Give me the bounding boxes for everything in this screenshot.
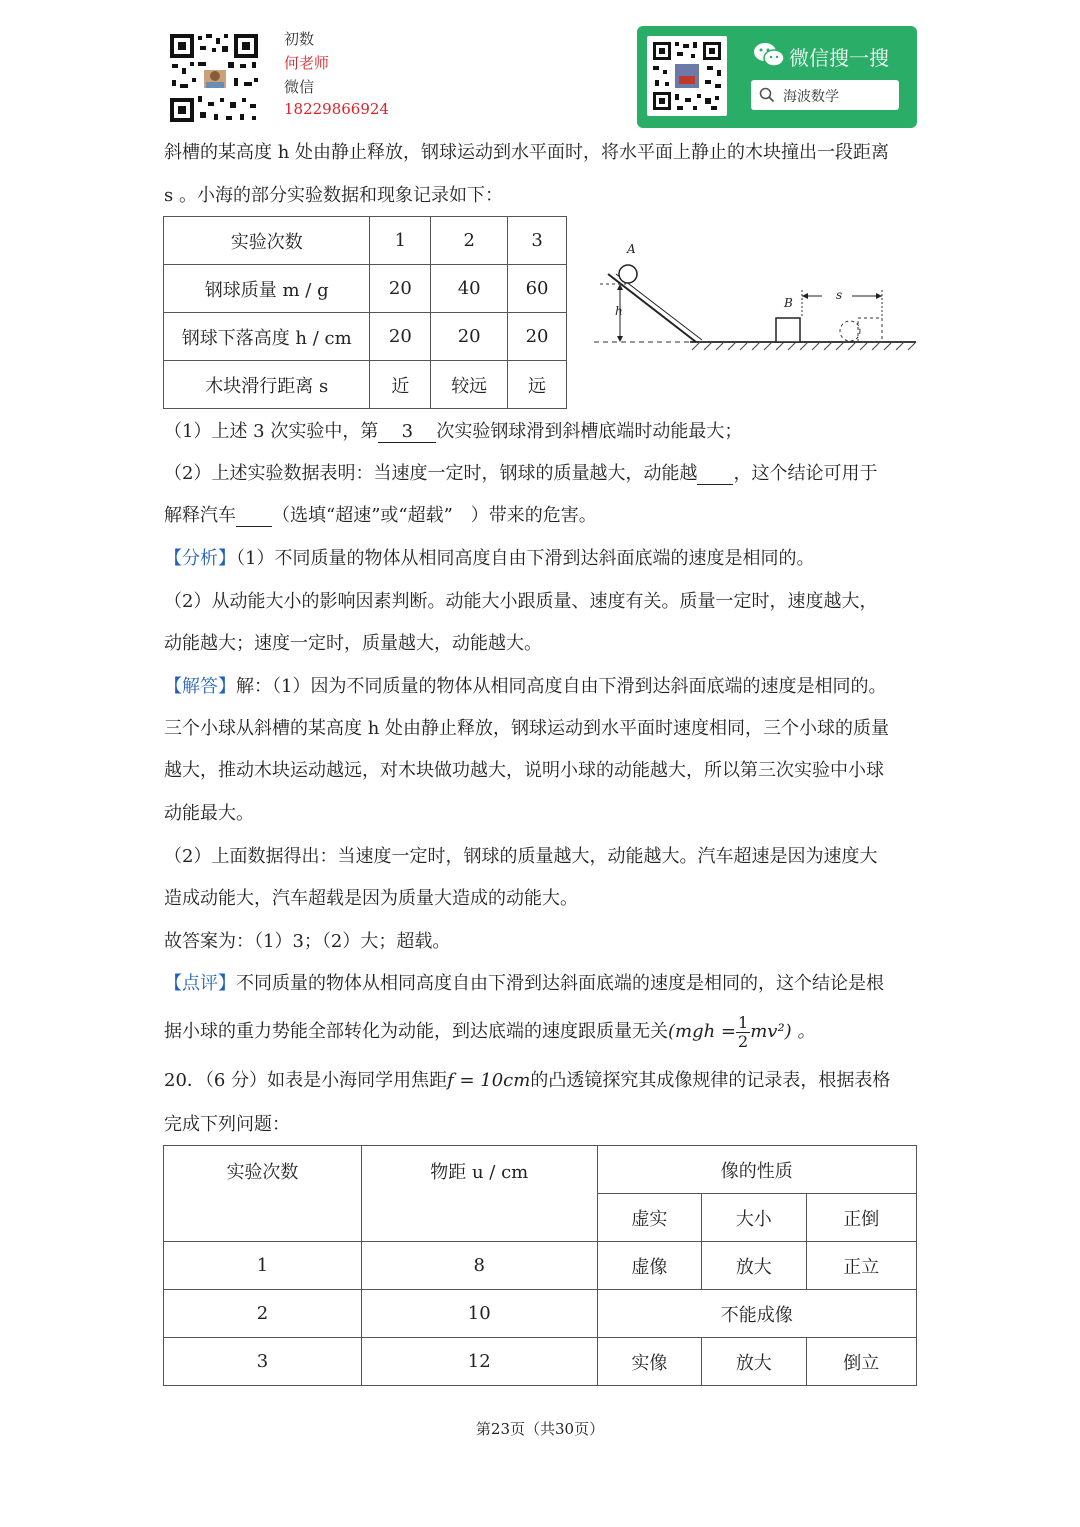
fraction-denominator: 2 [738,1031,749,1051]
q1-pre: （1）上述 3 次实验中，第 [164,421,379,442]
q1-post: 次实验钢球滑到斜槽底端时动能最大； [436,421,743,442]
table-cell: 60 [508,265,567,313]
table-cell: 正立 [806,1242,916,1290]
solution-line-3: 越大，推动木块运动越远，对木块做功越大，说明小球的动能越大，所以第三次实验中小球 [164,760,884,781]
question-2-line-1 [164,462,924,486]
table-cell: 10 [361,1290,597,1338]
label-a: A [627,242,636,256]
wechat-qr-icon [647,36,727,116]
table-cell: 2 [431,217,508,265]
question-2-line-2 [164,504,924,528]
comment-tag: 【点评】 [164,973,236,994]
label-b: B [784,296,793,310]
solution-line-6: 造成动能大，汽车超载是因为质量大造成的动能大。 [164,888,578,909]
table-cell: 2 [164,1290,362,1338]
question-20-line-1 [164,1069,924,1093]
table-cell: 虚像 [597,1242,701,1290]
wechat-search-box[interactable] [751,80,899,110]
table-cell: 木块滑行距离 s [164,361,370,409]
table-cell: 实像 [597,1338,701,1386]
q2-post: ，这个结论可用于 [733,463,878,484]
table-cell: 20 [370,265,431,313]
header-distance: 物距 u / cm [361,1146,597,1242]
table-cell: 40 [431,265,508,313]
analysis-tag: 【分析】 [164,548,236,569]
table-cell: 倒立 [806,1338,916,1386]
q2-line2-pre: 解释汽车 [164,505,236,526]
solution-line-1 [164,675,924,699]
analysis-line-1 [164,547,924,571]
q1-answer-blank: 3 [378,422,436,443]
header-trial: 实验次数 [164,1146,362,1242]
table-cell: 实验次数 [164,217,370,265]
analysis-line-2: （2）从动能大小的影响因素判断。动能大小跟质量、速度有关。质量一定时，速度越大， [164,591,878,612]
solution-text: 解：（1）因为不同质量的物体从相同高度自由下滑到达斜面底端的速度是相同的。 [236,676,887,697]
table-cell: 8 [361,1242,597,1290]
fraction-numerator: 1 [738,1012,749,1032]
formula-right: mv²) 。 [750,1021,816,1042]
header-real-virtual: 虚实 [597,1194,701,1242]
wechat-search-card[interactable] [637,26,917,128]
header-orientation: 正倒 [806,1194,916,1242]
table-cell: 较远 [431,361,508,409]
q20-formula: f = 10cm [447,1070,531,1091]
intro-line-2: s 。小海的部分实验数据和现象记录如下： [164,185,503,206]
solution-line-7: 故答案为：（1）3；（2）大；超载。 [164,931,451,952]
incline-figure [590,240,920,360]
contact-line-3: 微信 [284,78,315,96]
table-cell: 钢球下落高度 h / cm [164,313,370,361]
page-number: 第23页（共30页） [475,1420,605,1438]
q2-line2-post: （选填“超速”或“超载” ）带来的危害。 [272,505,597,526]
table-cell: 放大 [702,1338,806,1386]
wechat-search-text: 海波数学 [783,89,839,105]
lens-table [163,1145,917,1386]
table-cell: 不能成像 [597,1290,916,1338]
solution-tag: 【解答】 [164,676,236,697]
table-cell: 20 [370,313,431,361]
table-cell: 3 [164,1338,362,1386]
analysis-text: （1）不同质量的物体从相同高度自由下滑到达斜面底端的速度是相同的。 [236,548,815,569]
question-20-line-2: 完成下列问题： [164,1114,290,1135]
table-cell: 钢球质量 m / g [164,265,370,313]
wechat-title: 微信搜一搜 [789,46,889,70]
solution-line-2: 三个小球从斜槽的某高度 h 处由静止释放，钢球运动到水平面时速度相同，三个小球的质量 [164,718,890,739]
table-cell: 3 [508,217,567,265]
comment-line-1 [164,972,924,996]
comment-line2-text: 据小球的重力势能全部转化为动能，到达底端的速度跟质量无关 [164,1021,668,1042]
table-cell: 20 [508,313,567,361]
header-size: 大小 [702,1194,806,1242]
experiment-table [163,216,567,409]
solution-line-5: （2）上面数据得出：当速度一定时，钢球的质量越大，动能越大。汽车超速是因为速度大 [164,846,878,867]
q2-pre: （2）上述实验数据表明：当速度一定时，钢球的质量越大，动能越 [164,463,698,484]
header-nature: 像的性质 [597,1146,916,1194]
table-cell: 远 [508,361,567,409]
table-cell: 近 [370,361,431,409]
table-cell: 1 [164,1242,362,1290]
comment-text: 不同质量的物体从相同高度自由下滑到达斜面底端的速度是相同的，这个结论是根 [236,973,884,994]
qr-code-icon [168,32,260,124]
wechat-logo-icon [753,42,785,68]
table-cell: 12 [361,1338,597,1386]
formula-left: (mgh = [668,1021,737,1042]
label-s: s [836,288,843,302]
table-cell: 放大 [702,1242,806,1290]
q20-post: 的凸透镜探究其成像规律的记录表，根据表格 [530,1070,891,1091]
contact-line-1: 初数 [284,30,315,48]
intro-line-1: 斜槽的某高度 h 处由静止释放，钢球运动到水平面时，将水平面上静止的木块撞出一段距离 [164,142,890,163]
table-cell: 1 [370,217,431,265]
q2-blank-1 [697,464,733,485]
search-icon [759,87,775,103]
q20-pre: 20．（6 分）如表是小海同学用焦距 [164,1070,448,1091]
comment-line-2 [164,1012,924,1052]
table-cell: 20 [431,313,508,361]
question-1 [164,420,924,444]
label-h: h [615,304,623,318]
analysis-line-3: 动能越大；速度一定时，质量越大，动能越大。 [164,633,542,654]
contact-line-2: 何老师 [284,54,330,72]
solution-line-4: 动能最大。 [164,803,254,824]
fraction [736,1014,750,1051]
q2-blank-2 [236,506,272,527]
contact-phone: 18229866924 [284,100,389,118]
